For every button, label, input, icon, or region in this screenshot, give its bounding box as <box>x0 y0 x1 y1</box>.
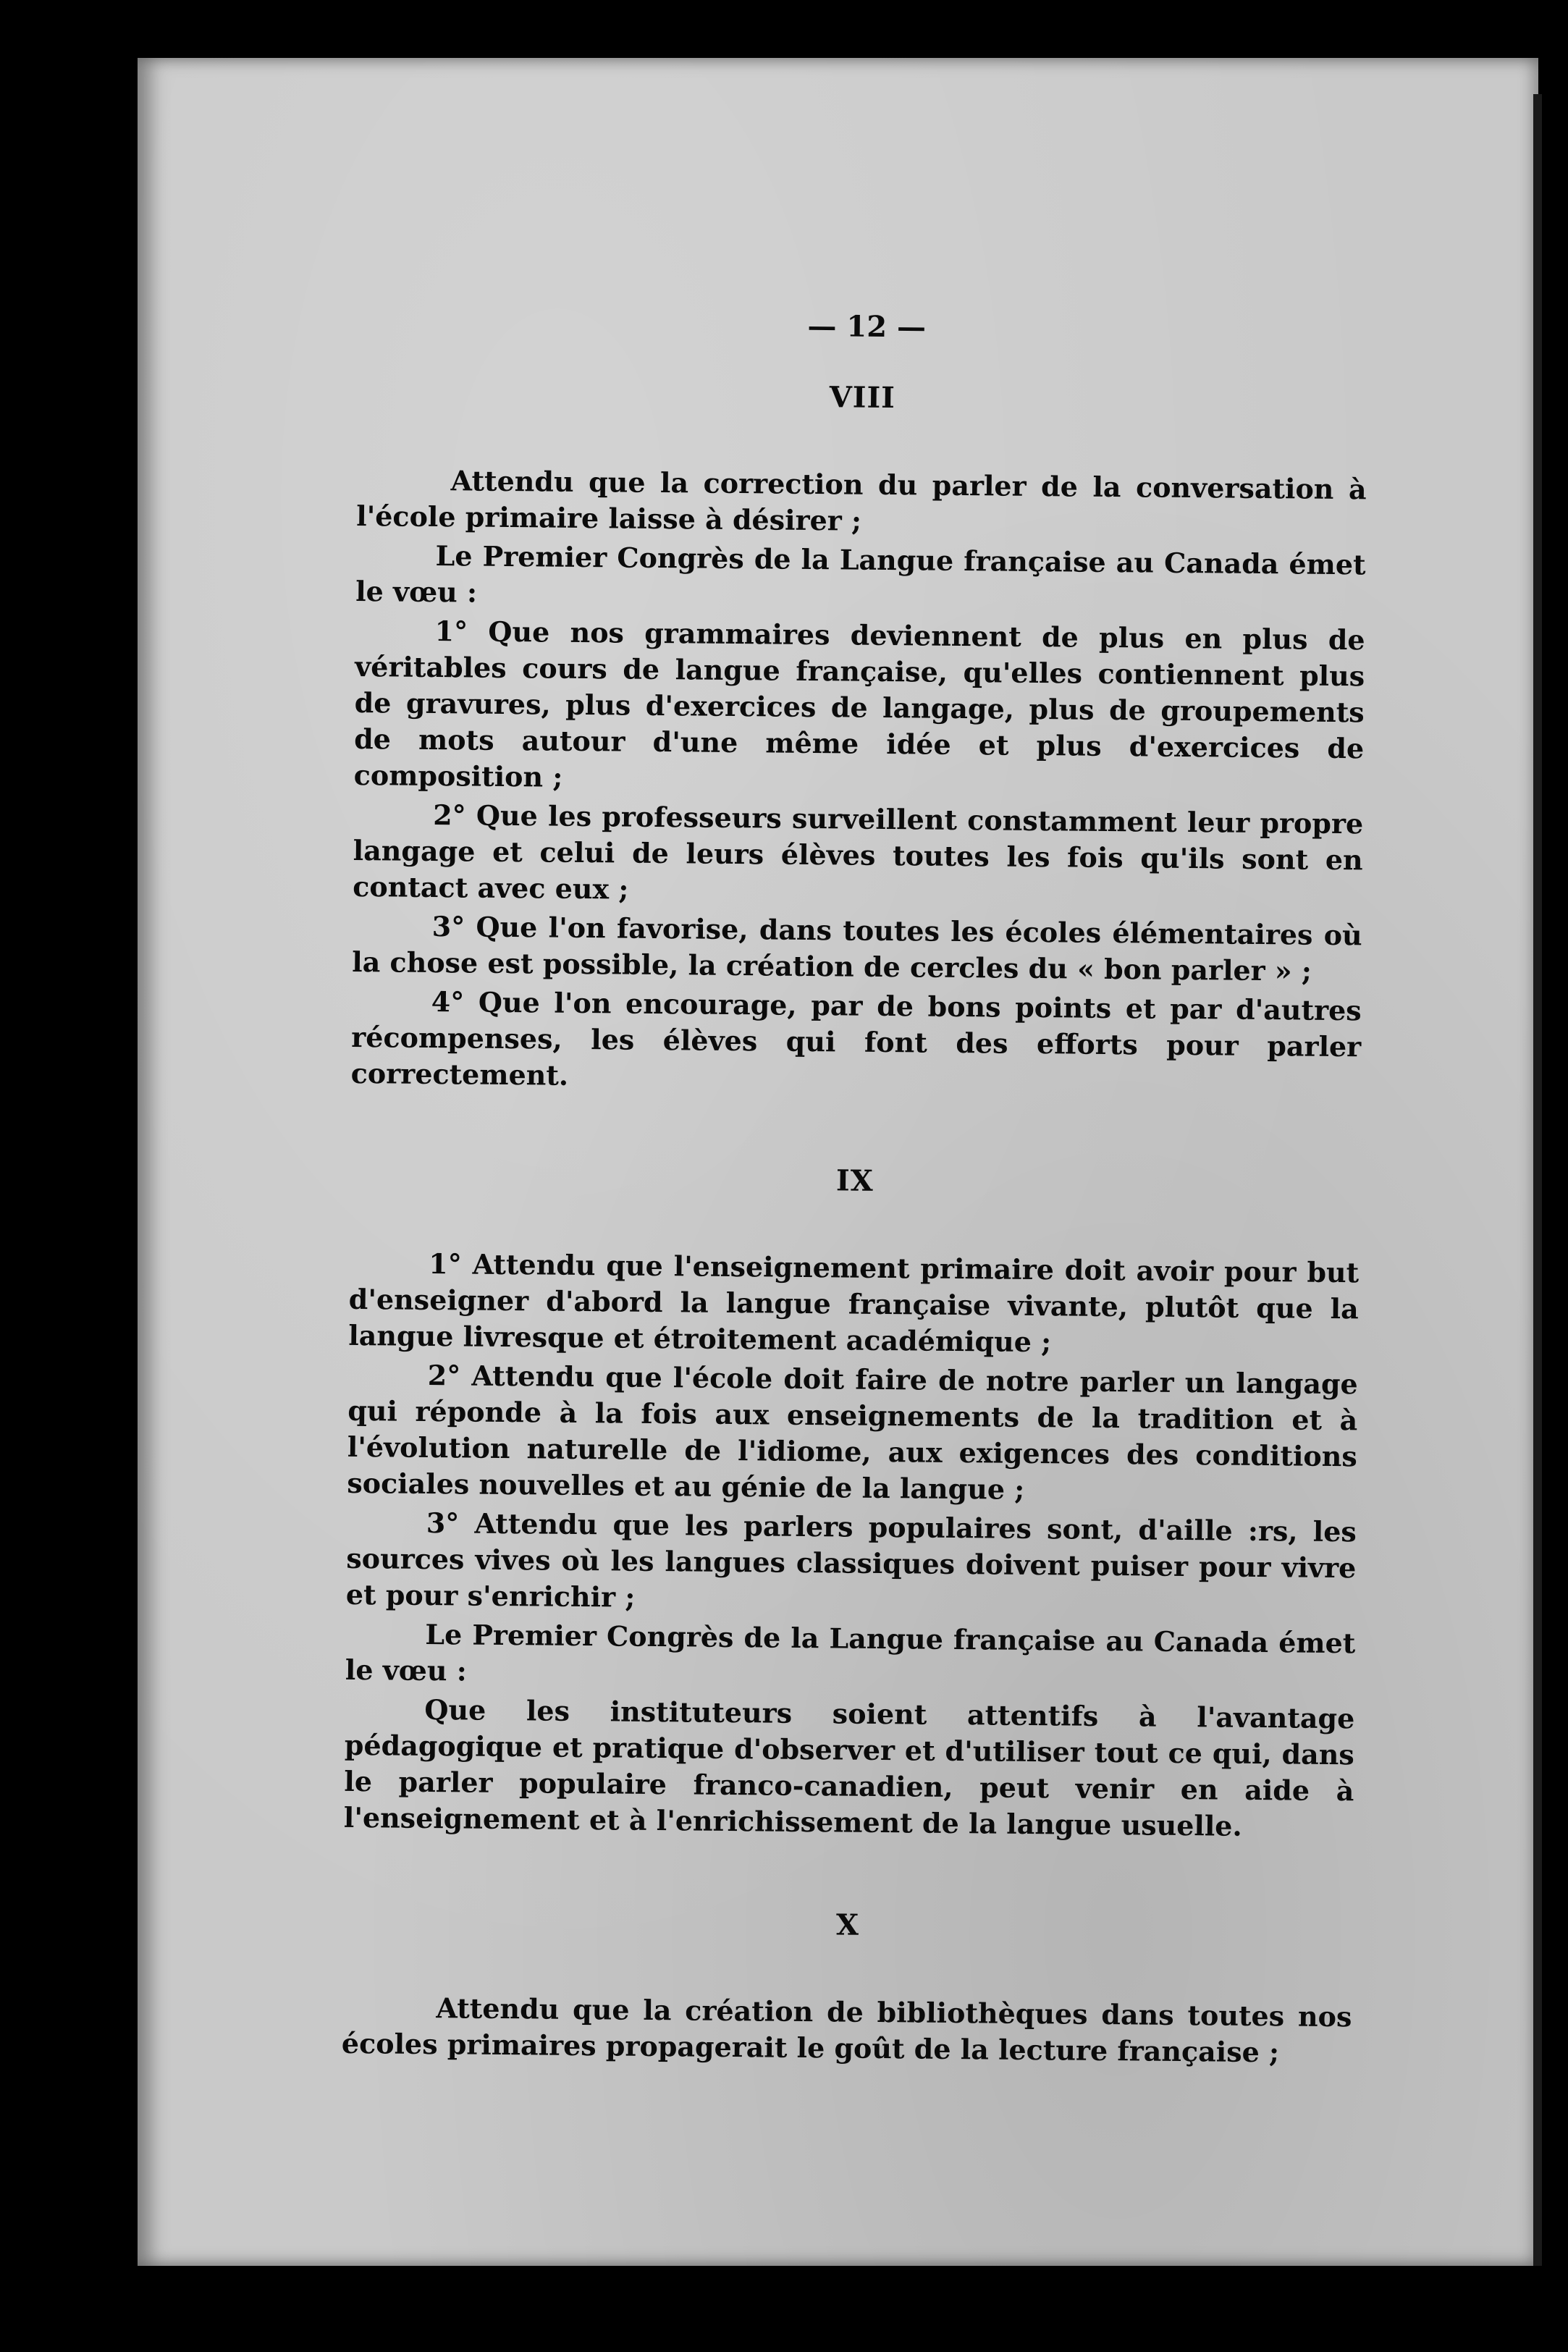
page-edge-right <box>1533 94 1542 2266</box>
section-heading-viii: VIII <box>829 380 896 416</box>
paragraph: 4° Que l'on encourage, par de bons points et par d'autres récompenses, les élèves qui font des efforts pour parler correctement. <box>350 985 1362 1092</box>
paragraph: 2° Que les professeurs surveillent constamment leur propre langage et celui de leurs élèves toutes les fois qu'ils sont en contact avec eux ; <box>353 798 1364 906</box>
paragraph: Que les instituteurs soient attentifs à l'avantage pédagogique et pratique d'observer et d'utiliser tout ce qui, dans le parler populaire franco-canadien, peut venir en aide à l'enseignement et à l'enrichissement de la langue usuelle. <box>343 1693 1355 1842</box>
paragraph: Attendu que la création de bibliothèques dans toutes nos écoles primaires propagerait le goût de la lecture française ; <box>341 1991 1352 2069</box>
paragraph: Le Premier Congrès de la Langue française au Canada émet le vœu : <box>345 1617 1356 1687</box>
page-number: — 12 — <box>807 308 927 345</box>
paragraph: 3° Que l'on favorise, dans toutes les écoles élémentaires où la chose est possible, la création de cercles du « bon parler » ; <box>352 910 1362 987</box>
paragraph: Attendu que la correction du parler de la conversation à l'école primaire laisse à désirer ; <box>355 464 1367 537</box>
paragraph: 1° Que nos grammaires deviennent de plus en plus de véritables cours de langue française, qu'elles contiennent plus de gravures, plus d'exercices de langage, plus de groupements de mots autour d'une même idée et plus d'exercices de composition ; <box>353 615 1365 793</box>
section-heading-ix: IX <box>835 1163 874 1198</box>
paragraph: Le Premier Congrès de la Langue française au Canada émet le vœu : <box>355 539 1366 609</box>
section-heading-x: X <box>835 1908 860 1942</box>
page-text <box>342 304 1368 2074</box>
paragraph: 3° Attendu que les parlers populaires sont, d'aille :rs, les sources vives où les langues classiques doivent puiser pour vivre et pour s'enrichir ; <box>345 1506 1357 1614</box>
paragraph: 2° Attendu que l'école doit faire de notre parler un langage qui réponde à la fois aux enseignements de la tradition et à l'évolution naturelle de l'idiome, aux exigences des conditions sociales nouvelles et au génie de la langue ; <box>347 1358 1358 1506</box>
paragraph: 1° Attendu que l'enseignement primaire doit avoir pour but d'enseigner d'abord la langue française vivante, plutôt que la langue livresque et étroitement académique ; <box>348 1247 1360 1359</box>
